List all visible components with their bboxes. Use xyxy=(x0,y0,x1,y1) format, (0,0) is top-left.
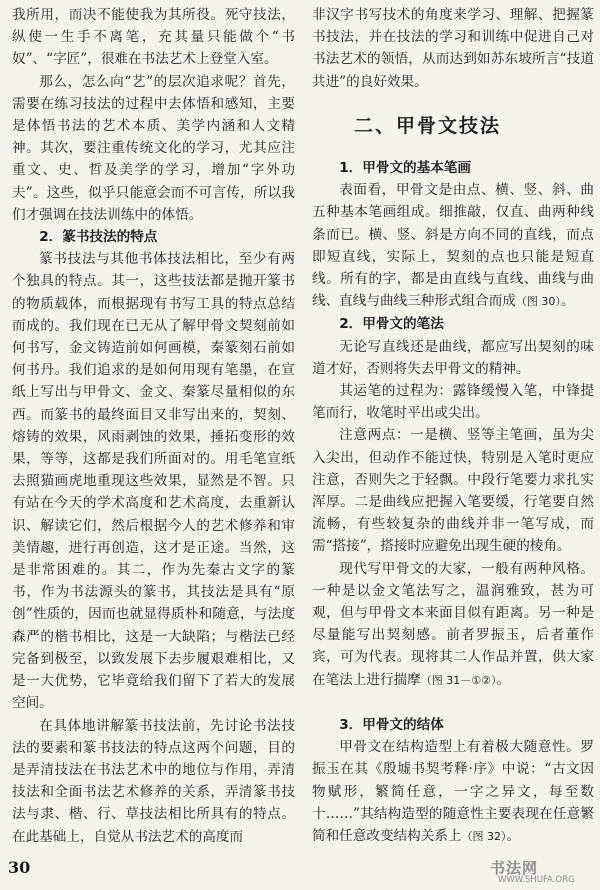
paragraph-before-techniques: 在具体地讲解篆书技法前，先讨论书法技法的要素和篆书技法的特点这两个问题，目的是弄清技法在书法艺术中的地位与作用，弄清技法和全面书法艺术修养的关系，弄清篆书技法与隶、楷、行、草技法相比所具有的特点。在此基础上，自觉从书法艺术的高度而 xyxy=(12,717,295,845)
text-basic-strokes: 表面看，甲骨文是由点、横、竖、斜、曲五种基本笔画组成。细推敲，仅直、曲两种线条而已。横、竖、斜是方向不同的直线，而点即短直线，实际上，契刻的点也只能是短直线。所有的字，都是由直线与直线、曲线与曲线、直线与曲线三种形式组合而成 xyxy=(312,182,594,310)
heading-basic-strokes: 1．甲骨文的基本笔画 xyxy=(339,160,471,177)
figure-ref-30: （图 30） xyxy=(515,295,561,309)
paragraph-stroke-process: 其运笔的过程为：露锋缓慢入笔，中锋提笔而行，收笔时平出或尖出。 xyxy=(312,383,594,422)
watermark-text: 书法网 xyxy=(490,859,539,877)
page-number: 30 xyxy=(8,858,31,877)
heading-seal-script-features: 2．篆书技法的特点 xyxy=(39,229,158,246)
paragraph-continued-right: 非汉字书写技术的角度来学习、理解、把握篆书技法，并在技法的学习和训练中促进自己对书法艺术的领悟，从而达到如苏东坡所言“技道共进”的良好效果。 xyxy=(312,7,594,90)
watermark-url: WWW.SHUFA.ORG xyxy=(498,875,575,885)
paragraph-continued: 我所用，而决不能使我为其所役。死守技法，纵使一生手不离笔，充其量只能做个“书奴”、“字匠”，很难在书法艺术上登堂入室。 xyxy=(12,7,295,68)
text-period: 。 xyxy=(506,827,521,844)
watermark-logo xyxy=(490,857,596,887)
left-column xyxy=(12,4,295,848)
paragraph-seal-features: 篆书技法与其他书体技法相比，至少有两个独具的特点。其一，这些技法都是抛开篆书的物质载体，而根据现有书写工具的特点总结而成的。我们现在已无从了解甲骨文契刻前如何书写，金文铸造前如何画模，秦篆刻石前如何书丹。我们追求的是如何用现有笔墨，在宣纸上写出与甲骨文、金文、秦篆尽量相似的东西。而篆书的最终面目又非写出来的，契刻、熔铸的效果，风雨剥蚀的效果，捶拓变形的效果，等等，这都是我们所面对的。用毛笔宣纸去照猫画虎地重现这些效果，显然是不智。只有站在今天的学术高度和艺术高度，去重新认识、解读它们，然后根据今人的艺术修养和审美情趣，进行再创造，这才是正途。当然，这是非常困难的。其二，作为先秦古文字的篆书，作为书法源头的篆书，其技法是具有“原创”性质的，因而也就显得质朴和随意，与法度森严的楷书相比，这是一大缺陷；与楷法已经完备到极至，以致发展下去步履艰难相比，又是一大优势，它毕竟给我们留下了若大的发展空间。 xyxy=(12,251,295,712)
heading-brush-technique: 2．甲骨文的笔法 xyxy=(339,316,444,333)
figure-ref-32: （图 32） xyxy=(461,829,507,843)
paragraph-structure xyxy=(312,736,594,848)
paragraph-basic-strokes xyxy=(312,179,594,313)
paragraph-modern-styles xyxy=(312,558,594,692)
heading-structure: 3．甲骨文的结体 xyxy=(339,716,444,733)
paragraph-two-points: 注意两点：一是横、竖等主笔画，虽为尖入尖出，但动作不能过快，特别是入笔时更应注意，否则失之于轻飘。中段行笔要力求扎实浑厚。二是曲线应把握入笔要缓，行笔要自然流畅，有些较复杂的曲线并非一笔写成，而需“搭接”，搭接时应避免出现生硬的棱角。 xyxy=(312,427,594,555)
right-column xyxy=(312,4,594,848)
paragraph-art-level: 那么，怎么向“艺”的层次追求呢？首先，需要在练习技法的过程中去体悟和感知，主要是体悟书法的艺术本质、美学内涵和人文精神。其次，要注重传统文化的学习，尤其应注重文、史、哲及美学的学习，增加“字外功夫”。这些，似乎只能意会而不可言传，所以我们才强调在技法训练中的体悟。 xyxy=(12,73,295,223)
text-modern-styles: 现代写甲骨文的大家，一般有两种风格。一种是以金文笔法写之，温润雅致，甚为可观，但与甲骨文本来面目似有距离。另一种是尽量能写出契刻感。前者罗振玉，后者董作宾，可为代表。现将其二人作品并置，供大家在笔法上进行揣摩 xyxy=(312,560,594,688)
text-structure: 甲骨文在结构造型上有着极大随意性。罗振玉在其《殷墟书契考释·序》中说：“古文因物赋形，繁简任意，一字之异文，每至数十……”其结构造型的随意性主要表现在任意繁简和任意改变结构关系上 xyxy=(312,739,594,844)
text-period: 。 xyxy=(496,671,511,688)
figure-ref-31: （图 31－①②） xyxy=(420,673,497,687)
section-title-oracle-bone: 二、甲骨文技法 xyxy=(354,114,502,137)
text-period: 。 xyxy=(560,293,575,310)
paragraph-carving-taste: 无论写直线还是曲线，都应写出契刻的味道才好，否则将失去甲骨文的精神。 xyxy=(312,338,594,377)
